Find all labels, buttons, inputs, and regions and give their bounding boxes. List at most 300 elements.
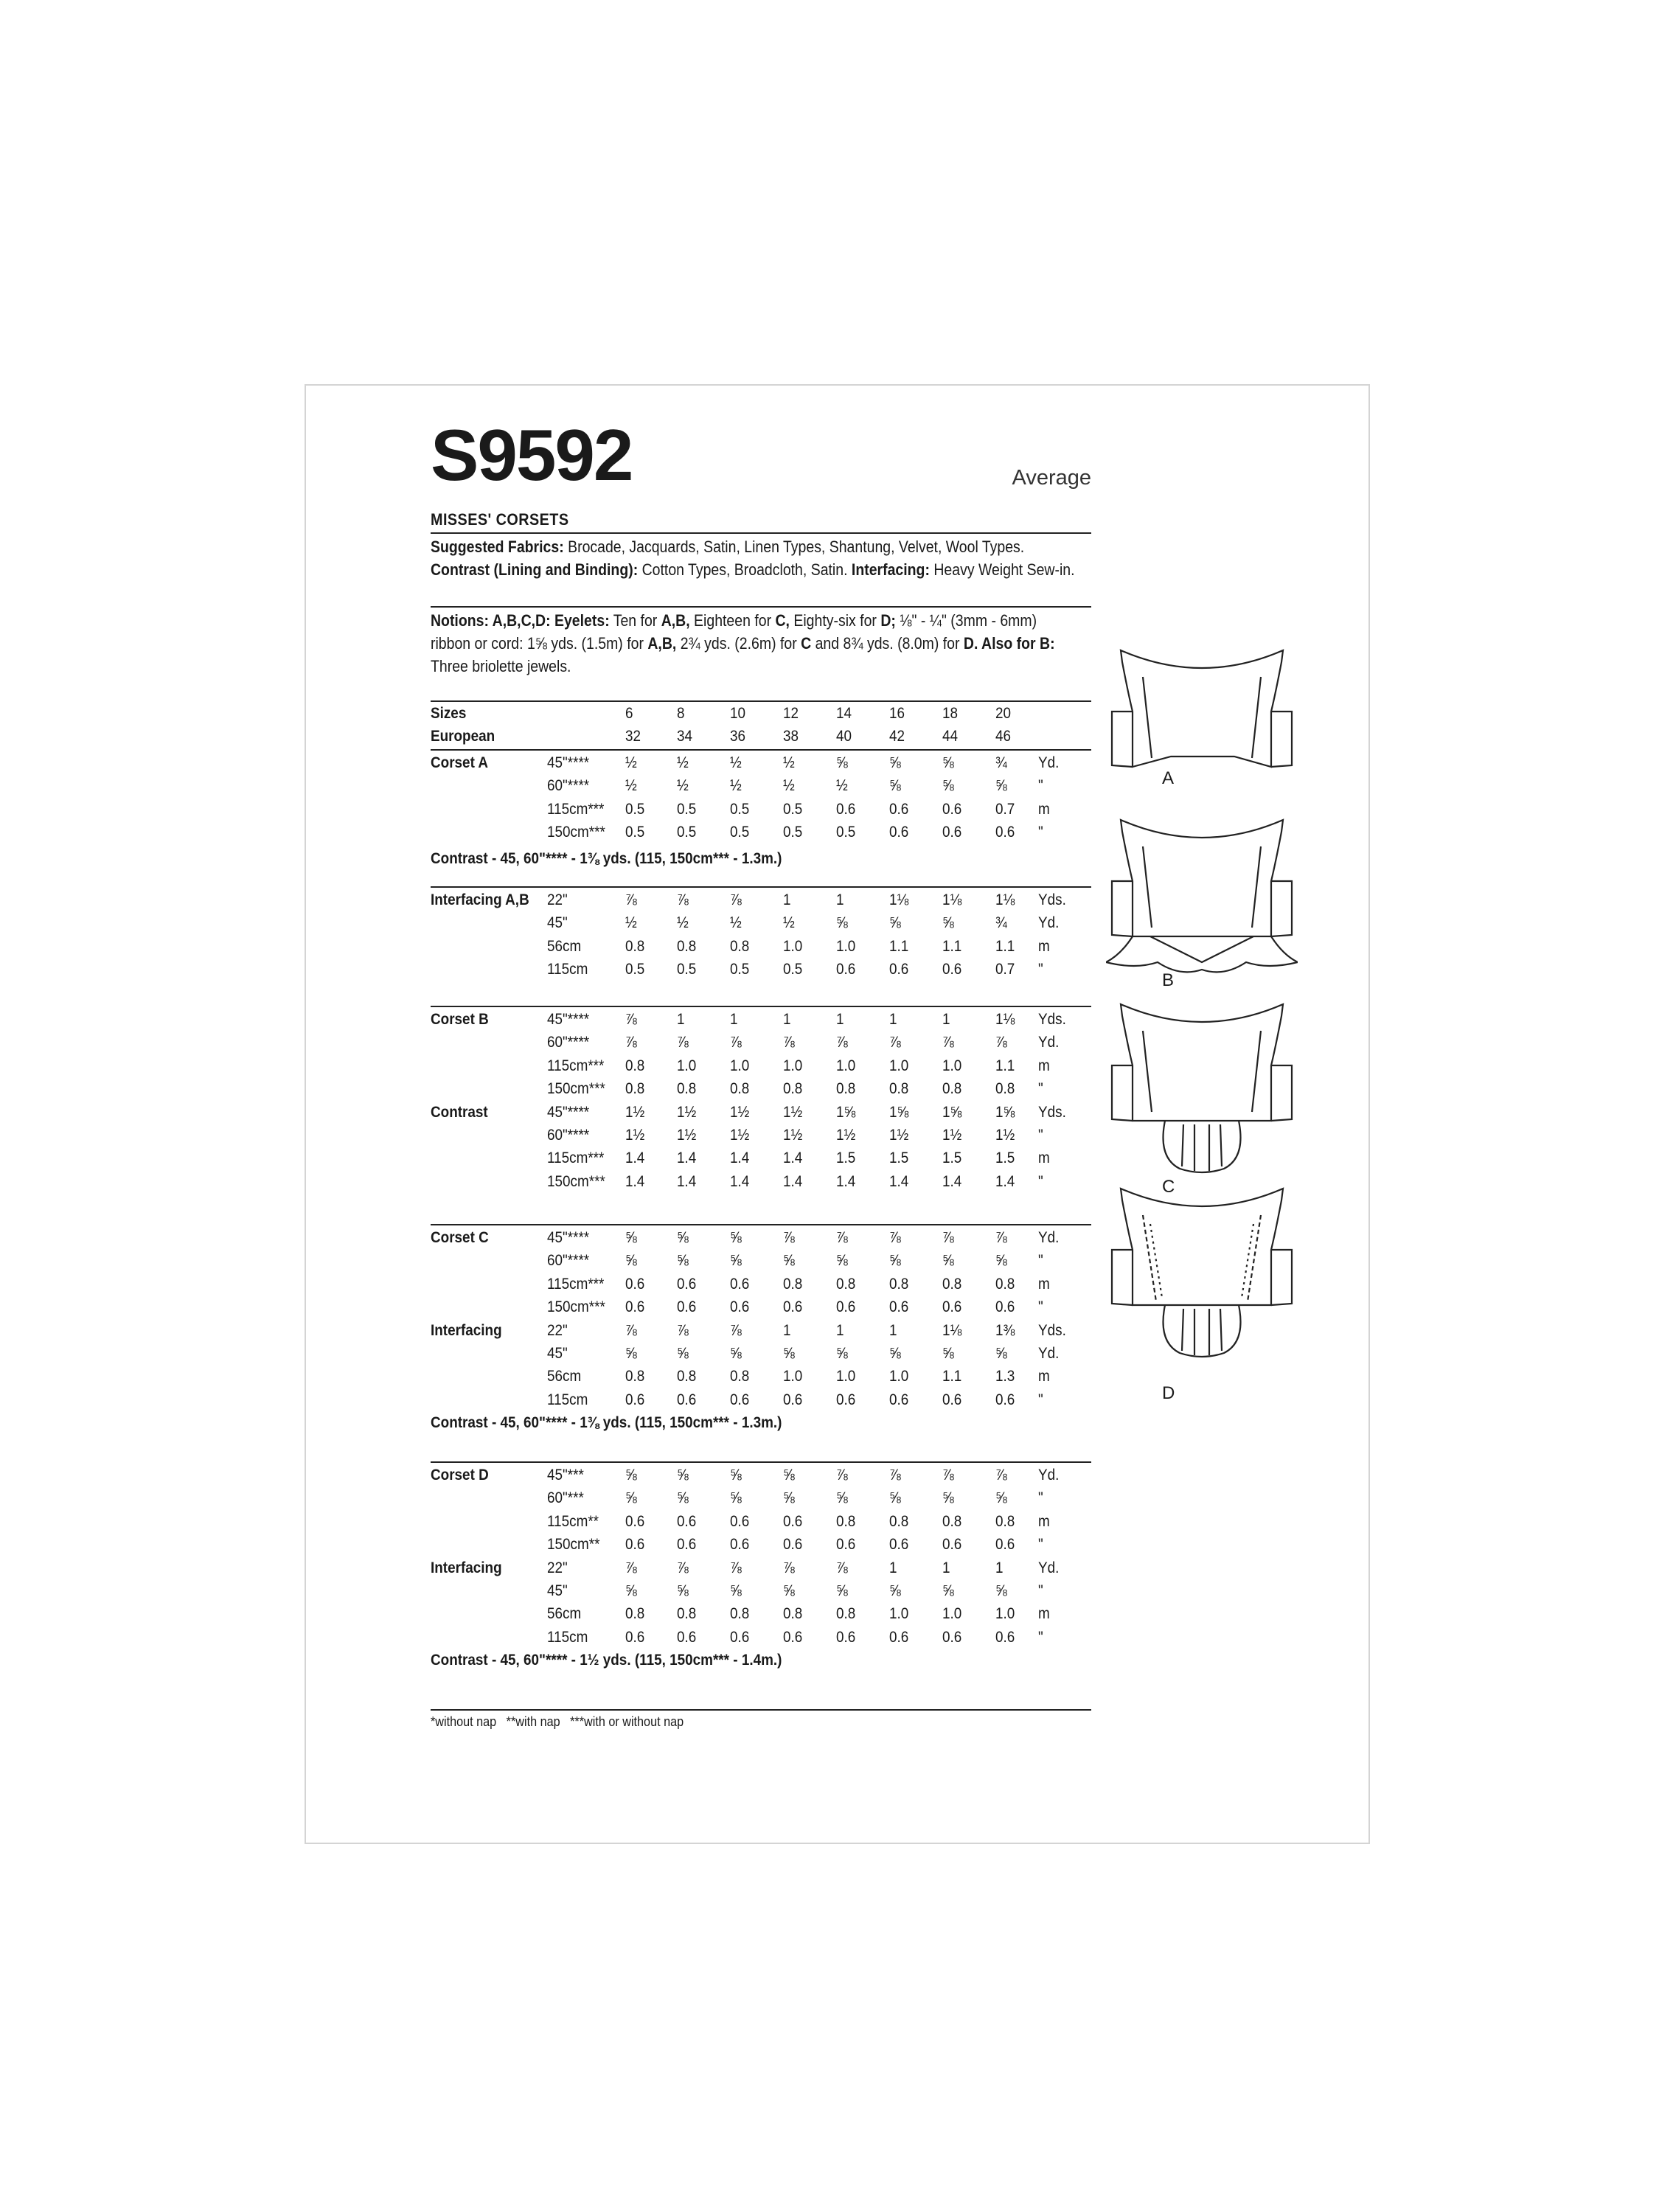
yardage-value: 1.4 [995, 1172, 1015, 1190]
unit: m [1038, 800, 1050, 818]
fabric-width: 45"*** [547, 1467, 584, 1484]
yardage-value: ½ [783, 754, 795, 771]
yardage-value: 0.8 [730, 937, 750, 955]
yardage-value: ⅝ [942, 1252, 954, 1270]
yardage-value: 0.6 [942, 1628, 962, 1646]
yardage-value: 0.8 [836, 1512, 856, 1530]
yardage-value: ⅝ [942, 754, 954, 771]
contrast-text: Cotton Types, Broadcloth, Satin. [641, 560, 848, 579]
yardage-value: 0.6 [836, 800, 856, 818]
yardage-value: ⅝ [889, 1252, 901, 1270]
yardage-value: ⅝ [625, 1345, 637, 1362]
unit: " [1038, 1391, 1043, 1408]
yardage-value: 0.8 [942, 1275, 962, 1293]
yardage-value: 0.6 [677, 1275, 697, 1293]
yardage-value: ⅞ [995, 1229, 1007, 1246]
yardage-value: 0.6 [889, 1298, 909, 1316]
fabric-width: 150cm*** [547, 1298, 605, 1316]
yardage-value: 1.0 [889, 1368, 909, 1385]
fabric-width: 45" [547, 1582, 568, 1599]
yardage-value: 1½ [995, 1127, 1015, 1144]
yardage-value: 1⅜ [995, 1321, 1015, 1339]
yardage-value: 0.6 [942, 1391, 962, 1408]
yardage-value: 1 [783, 1321, 791, 1339]
fabric-width: 56cm [547, 1605, 582, 1623]
fabric-width: 150cm** [547, 1536, 600, 1554]
footnote: *without nap **with nap ***with or without nap [431, 1714, 684, 1729]
notions-view: A,B, [661, 611, 690, 630]
yardage-value: 1½ [836, 1127, 856, 1144]
unit: " [1038, 1252, 1043, 1270]
unit: Yd. [1038, 1034, 1060, 1051]
yardage-value: ⅞ [677, 891, 689, 908]
size-header: 14 [836, 705, 852, 722]
size-header: 6 [625, 705, 633, 722]
yardage-value: ⅝ [995, 1582, 1007, 1599]
european-size: 32 [625, 728, 641, 745]
yardage-value: ⅞ [783, 1559, 795, 1576]
yardage-value: ⅞ [995, 1467, 1007, 1484]
unit: Yds. [1038, 1011, 1066, 1028]
yardage-value: ⅝ [677, 1252, 689, 1270]
yardage-value: ⅝ [730, 1489, 742, 1507]
yardage-value: 1.0 [783, 1368, 803, 1385]
yardage-value: 1.4 [783, 1150, 803, 1167]
table-rule [431, 1006, 1091, 1007]
view-a-illustration [1112, 650, 1292, 767]
yardage-value: 1½ [889, 1127, 909, 1144]
yardage-value: 1 [836, 1011, 844, 1028]
yardage-value: 0.8 [995, 1512, 1015, 1530]
yardage-value: ⅝ [677, 1489, 689, 1507]
yardage-value: ⅞ [942, 1229, 954, 1246]
size-header: 20 [995, 705, 1012, 722]
yardage-value: 1⅝ [942, 1103, 962, 1121]
fabric-width: 115cm*** [547, 800, 605, 818]
yardage-value: 1.0 [995, 1605, 1015, 1623]
fabric-width: 115cm** [547, 1512, 599, 1530]
yardage-value: 1.0 [836, 1368, 856, 1385]
yardage-value: ⅞ [889, 1034, 901, 1051]
yardage-value: 0.8 [730, 1605, 750, 1623]
yardage-value: 1 [995, 1559, 1004, 1576]
unit: m [1038, 1150, 1050, 1167]
pattern-title: MISSES' CORSETS [431, 510, 569, 529]
yardage-value: 0.8 [677, 1080, 697, 1098]
european-size: 42 [889, 728, 905, 745]
yardage-value: 0.5 [625, 800, 645, 818]
yardage-value: ⅝ [836, 1489, 848, 1507]
yardage-value: 1.4 [730, 1172, 750, 1190]
notions-text: ribbon or cord: 1⅝ yds. (1.5m) for [431, 634, 644, 653]
yardage-value: 1 [889, 1011, 897, 1028]
yardage-value: 0.8 [625, 1368, 645, 1385]
table-rule [431, 1461, 1091, 1463]
fabric-width: 115cm [547, 1628, 588, 1646]
yardage-value: 0.8 [889, 1512, 909, 1530]
yardage-value: 0.6 [889, 961, 909, 978]
yardage-value: 0.6 [995, 1391, 1015, 1408]
yardage-value: 0.6 [625, 1628, 645, 1646]
yardage-value: ⅞ [836, 1034, 848, 1051]
yardage-value: ⅞ [677, 1034, 689, 1051]
yardage-value: ½ [730, 914, 742, 932]
view-label-d: D [1162, 1383, 1175, 1403]
unit: Yds. [1038, 1103, 1066, 1121]
unit: " [1038, 1172, 1043, 1190]
yardage-value: ⅞ [625, 1011, 637, 1028]
fabric-width: 45"**** [547, 1229, 590, 1246]
yardage-value: 0.6 [836, 1391, 856, 1408]
yardage-value: 0.5 [677, 961, 697, 978]
yardage-value: 1⅝ [889, 1103, 909, 1121]
yardage-value: 1 [836, 891, 844, 908]
yardage-value: ⅝ [889, 777, 901, 795]
yardage-value: 1 [783, 891, 791, 908]
yardage-value: 0.5 [625, 824, 645, 841]
yardage-value: 0.6 [677, 1391, 697, 1408]
notions-text: ⅛" - ¼" (3mm - 6mm) [900, 611, 1037, 630]
yardage-value: 0.5 [730, 800, 750, 818]
yardage-value: 0.8 [730, 1080, 750, 1098]
yardage-value: 1.4 [889, 1172, 909, 1190]
yardage-value: ½ [625, 754, 637, 771]
yardage-value: 0.8 [730, 1368, 750, 1385]
yardage-value: 0.6 [889, 1391, 909, 1408]
yardage-value: 0.6 [942, 961, 962, 978]
notions-text: 2¾ yds. (2.6m) for [680, 634, 797, 653]
yardage-value: ⅞ [836, 1229, 848, 1246]
row-label: Interfacing [431, 1559, 502, 1576]
yardage-value: 1.4 [942, 1172, 962, 1190]
unit: " [1038, 1628, 1043, 1646]
unit: m [1038, 1512, 1050, 1530]
yardage-value: 0.6 [730, 1512, 750, 1530]
yardage-value: ½ [677, 777, 689, 795]
row-label: Corset D [431, 1467, 489, 1484]
yardage-value: ⅝ [836, 1345, 848, 1362]
notions-text: Three briolette jewels. [431, 657, 571, 675]
yardage-value: 0.5 [836, 824, 856, 841]
yardage-value: 0.8 [625, 1057, 645, 1074]
yardage-value: ⅞ [995, 1034, 1007, 1051]
yardage-value: ⅝ [942, 914, 954, 932]
divider [431, 1709, 1091, 1711]
yardage-value: 1.1 [889, 937, 909, 955]
unit: " [1038, 1080, 1043, 1098]
yardage-value: ⅞ [889, 1229, 901, 1246]
yardage-value: ⅞ [677, 1559, 689, 1576]
yardage-value: 1.1 [995, 1057, 1015, 1074]
yardage-value: ½ [836, 777, 848, 795]
contrast-note [431, 1652, 782, 1669]
yardage-value: 1½ [625, 1103, 645, 1121]
yardage-value: ⅝ [625, 1252, 637, 1270]
yardage-value: 0.6 [783, 1628, 803, 1646]
yardage-value: ⅝ [942, 1582, 954, 1599]
yardage-value: 1.4 [625, 1172, 645, 1190]
notions-text: Ten for [613, 611, 658, 630]
yardage-value: 0.6 [889, 1628, 909, 1646]
european-label: European [431, 728, 495, 745]
yardage-value: ½ [625, 914, 637, 932]
yardage-value: 0.7 [995, 961, 1015, 978]
yardage-value: 0.6 [889, 1536, 909, 1554]
yardage-value: 1.4 [625, 1150, 645, 1167]
unit: m [1038, 1275, 1050, 1293]
yardage-value: 1.0 [889, 1605, 909, 1623]
notions-text: and 8¾ yds. (8.0m) for [815, 634, 960, 653]
unit: " [1038, 1489, 1043, 1507]
unit: Yds. [1038, 891, 1066, 908]
yardage-value: 0.6 [730, 1275, 750, 1293]
fabric-width: 60"*** [547, 1489, 584, 1507]
yardage-value: 1⅛ [942, 891, 962, 908]
size-header: 10 [730, 705, 746, 722]
yardage-value: 1⅛ [889, 891, 909, 908]
unit: Yd. [1038, 1559, 1060, 1576]
yardage-value: 0.5 [677, 824, 697, 841]
yardage-value: ⅞ [625, 1559, 637, 1576]
yardage-value: 1½ [783, 1103, 803, 1121]
yardage-value: ⅞ [625, 1034, 637, 1051]
yardage-value: ⅞ [730, 891, 742, 908]
yardage-value: 1.0 [783, 1057, 803, 1074]
yardage-value: 1.5 [889, 1150, 909, 1167]
fabric-width: 150cm*** [547, 1172, 605, 1190]
view-b-illustration [1106, 820, 1298, 972]
yardage-value: ⅝ [625, 1467, 637, 1484]
yardage-value: 0.6 [783, 1536, 803, 1554]
yardage-value: ⅝ [995, 1252, 1007, 1270]
view-illustrations [1106, 641, 1298, 1416]
yardage-value: ½ [625, 777, 637, 795]
yardage-value: ½ [677, 914, 689, 932]
yardage-value: ⅞ [942, 1467, 954, 1484]
yardage-value: 1.1 [995, 937, 1015, 955]
yardage-value: 1.1 [942, 1368, 962, 1385]
table-rule [431, 749, 1091, 751]
yardage-value: ⅞ [730, 1034, 742, 1051]
unit: m [1038, 1057, 1050, 1074]
yardage-value: 0.8 [625, 1605, 645, 1623]
yardage-value: 0.6 [783, 1298, 803, 1316]
yardage-value: 0.6 [836, 1536, 856, 1554]
fabric-width: 45" [547, 1345, 568, 1362]
yardage-value: 1.0 [730, 1057, 750, 1074]
yardage-value: 0.8 [995, 1080, 1015, 1098]
yardage-value: 0.6 [995, 824, 1015, 841]
sizes-label: Sizes [431, 705, 467, 722]
yardage-value: 0.5 [783, 800, 803, 818]
yardage-value: 1½ [730, 1103, 750, 1121]
yardage-value: ⅞ [625, 1321, 637, 1339]
yardage-value: ⅞ [836, 1467, 848, 1484]
yardage-value: 0.5 [783, 961, 803, 978]
view-label-c: C [1162, 1177, 1175, 1197]
yardage-value: ⅝ [730, 1345, 742, 1362]
unit: " [1038, 961, 1043, 978]
row-label: Interfacing [431, 1321, 502, 1339]
yardage-value: ⅝ [783, 1345, 795, 1362]
yardage-value: 0.6 [677, 1536, 697, 1554]
yardage-value: 0.6 [625, 1536, 645, 1554]
difficulty-level: Average [1012, 466, 1091, 490]
notions-text: Eighteen for [694, 611, 772, 630]
yardage-value: 0.5 [783, 824, 803, 841]
yardage-value: ⅝ [677, 1582, 689, 1599]
yardage-value: 0.8 [783, 1275, 803, 1293]
yardage-value: 1.0 [783, 937, 803, 955]
unit: Yd. [1038, 1229, 1060, 1246]
fabric-width: 45" [547, 914, 568, 932]
yardage-value: 0.6 [942, 800, 962, 818]
fabric-width: 60"**** [547, 1034, 590, 1051]
yardage-value: 0.6 [889, 800, 909, 818]
yardage-value: ⅝ [889, 1345, 901, 1362]
yardage-value: 1 [942, 1559, 950, 1576]
yardage-value: 0.6 [730, 1298, 750, 1316]
unit: m [1038, 1605, 1050, 1623]
yardage-value: 1.0 [942, 1605, 962, 1623]
contrast-label: Contrast (Lining and Binding): [431, 560, 639, 579]
yardage-value: 0.6 [783, 1391, 803, 1408]
fabric-width: 115cm [547, 1391, 588, 1408]
european-size: 40 [836, 728, 852, 745]
yardage-value: 1⅝ [995, 1103, 1015, 1121]
fabric-width: 45"**** [547, 1011, 590, 1028]
interfacing-label: Interfacing: [851, 560, 930, 579]
yardage-value: 0.5 [730, 961, 750, 978]
unit: " [1038, 1582, 1043, 1599]
yardage-value: ⅞ [625, 891, 637, 908]
yardage-value: ⅝ [783, 1467, 795, 1484]
yardage-value: ⅝ [995, 1345, 1007, 1362]
fabric-width: 60"**** [547, 1252, 590, 1270]
yardage-value: 0.6 [942, 1536, 962, 1554]
yardage-value: 1.4 [677, 1150, 697, 1167]
size-header: 16 [889, 705, 905, 722]
yardage-value: ⅝ [730, 1229, 742, 1246]
unit: Yds. [1038, 1321, 1066, 1339]
yardage-value: 1 [783, 1011, 791, 1028]
yardage-value: 1 [730, 1011, 738, 1028]
suggested-fabrics-label: Suggested Fabrics: [431, 538, 564, 556]
view-label-a: A [1162, 768, 1175, 788]
yardage-value: 0.6 [836, 1298, 856, 1316]
yardage-value: ⅝ [942, 777, 954, 795]
yardage-value: ⅝ [730, 1467, 742, 1484]
unit: m [1038, 937, 1050, 955]
yardage-value: 1.0 [889, 1057, 909, 1074]
notions-view: A,B, [647, 634, 677, 653]
fabric-width: 22" [547, 1559, 568, 1576]
yardage-value: ½ [677, 754, 689, 771]
yardage-value: 0.8 [995, 1275, 1015, 1293]
yardage-value: ¾ [995, 914, 1007, 932]
yardage-value: ⅝ [889, 754, 901, 771]
notions-label: Notions: A,B,C,D: Eyelets: [431, 611, 610, 630]
yardage-value: 1.4 [677, 1172, 697, 1190]
yardage-value: ⅝ [836, 1582, 848, 1599]
yardage-value: 0.8 [942, 1080, 962, 1098]
yardage-value: 1.0 [942, 1057, 962, 1074]
yardage-value: ⅝ [677, 1467, 689, 1484]
yardage-value: ⅞ [730, 1321, 742, 1339]
yardage-value: 0.6 [942, 1298, 962, 1316]
row-label: Contrast [431, 1103, 488, 1121]
european-size: 38 [783, 728, 799, 745]
yardage-value: ⅞ [783, 1229, 795, 1246]
yardage-value: 0.6 [836, 961, 856, 978]
fabric-width: 115cm [547, 961, 588, 978]
yardage-value: 1⅛ [995, 1011, 1015, 1028]
view-c-illustration [1112, 1004, 1292, 1172]
yardage-value: 1½ [783, 1127, 803, 1144]
yardage-value: 0.8 [625, 1080, 645, 1098]
fabric-width: 56cm [547, 937, 582, 955]
suggested-fabrics-text: Brocade, Jacquards, Satin, Linen Types, Shantung, Velvet, Wool Types. [568, 538, 1025, 556]
yardage-value: ⅝ [942, 1345, 954, 1362]
yardage-value: 1.5 [995, 1150, 1015, 1167]
table-rule [431, 886, 1091, 888]
yardage-value: ⅝ [836, 754, 848, 771]
row-label: Corset C [431, 1229, 489, 1246]
yardage-value: 0.8 [783, 1605, 803, 1623]
yardage-value: 1½ [625, 1127, 645, 1144]
yardage-value: ¾ [995, 754, 1007, 771]
yardage-value: 0.8 [889, 1275, 909, 1293]
fabric-width: 115cm*** [547, 1057, 605, 1074]
yardage-value: ⅝ [889, 1489, 901, 1507]
yardage-value: ⅞ [889, 1467, 901, 1484]
yardage-value: 1.5 [942, 1150, 962, 1167]
european-size: 44 [942, 728, 959, 745]
yardage-value: 1⅛ [995, 891, 1015, 908]
yardage-value: 1.4 [730, 1150, 750, 1167]
yardage-value: 1 [889, 1321, 897, 1339]
yardage-value: 1 [836, 1321, 844, 1339]
yardage-value: 1.4 [836, 1172, 856, 1190]
notions-text: Eighty-six for [793, 611, 877, 630]
yardage-value: ⅝ [625, 1229, 637, 1246]
yardage-value: 0.6 [995, 1628, 1015, 1646]
contrast-note-text: Contrast - 45, 60"**** - 1½ yds. (115, 150cm*** - 1.4m.) [431, 1652, 782, 1669]
yardage-value: ⅝ [942, 1489, 954, 1507]
unit: " [1038, 777, 1043, 795]
yardage-value: 1.0 [836, 1057, 856, 1074]
yardage-value: ⅝ [836, 914, 848, 932]
size-header: 12 [783, 705, 799, 722]
yardage-value: ½ [783, 777, 795, 795]
yardage-value: 0.8 [836, 1080, 856, 1098]
yardage-value: 0.5 [625, 961, 645, 978]
yardage-value: ⅝ [625, 1489, 637, 1507]
unit: Yd. [1038, 1467, 1060, 1484]
yardage-value: ⅝ [625, 1582, 637, 1599]
notions-view: C, [775, 611, 790, 630]
yardage-value: ⅞ [783, 1034, 795, 1051]
yardage-value: 0.6 [783, 1512, 803, 1530]
yardage-value: ⅝ [995, 1489, 1007, 1507]
yardage-value: 0.8 [889, 1080, 909, 1098]
view-label-b: B [1162, 970, 1175, 990]
yardage-value: 1.4 [783, 1172, 803, 1190]
row-label: Interfacing A,B [431, 891, 529, 908]
yardage-value: 0.8 [677, 937, 697, 955]
yardage-value: ⅝ [889, 914, 901, 932]
yardage-value: ⅝ [783, 1582, 795, 1599]
